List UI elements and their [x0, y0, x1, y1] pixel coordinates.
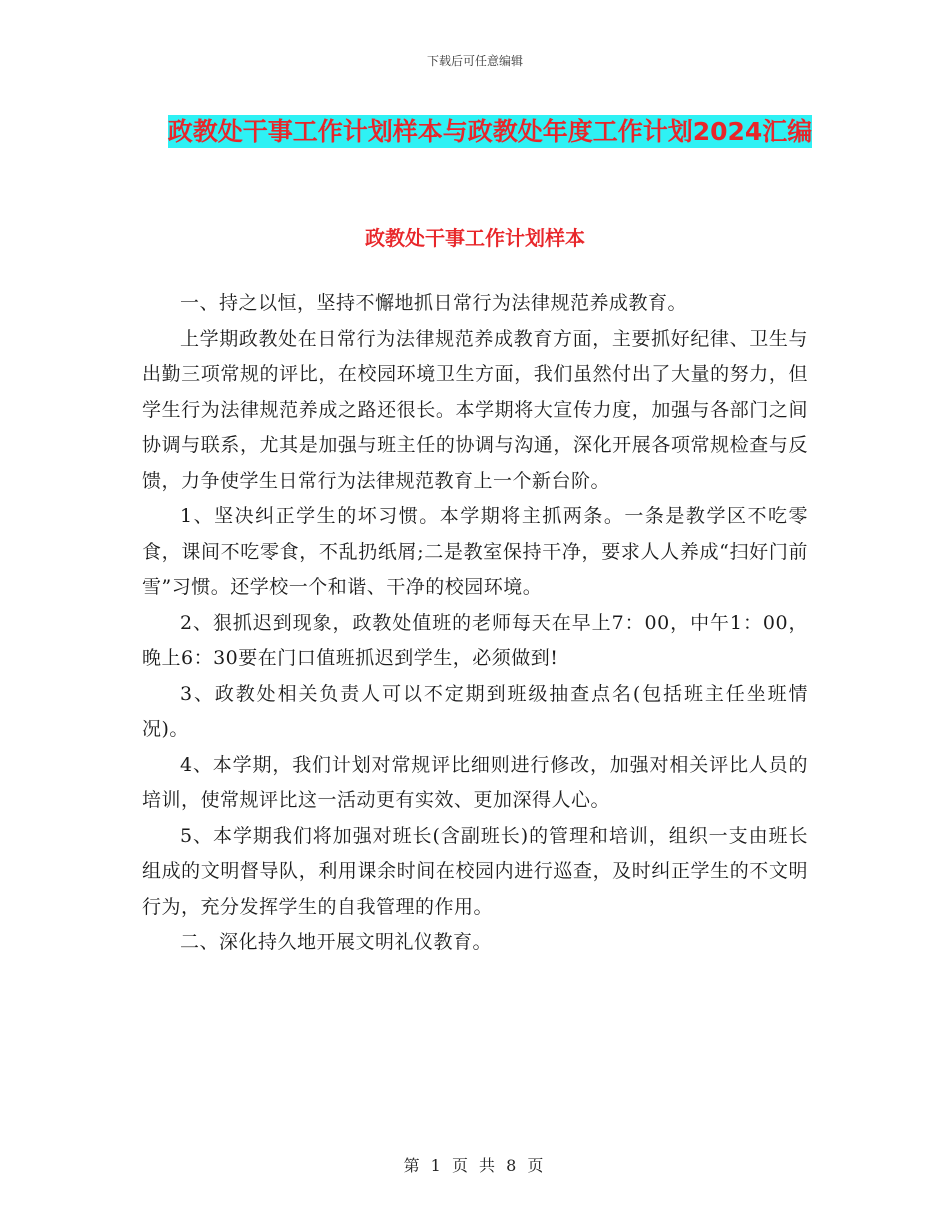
paragraph: 一、持之以恒，坚持不懈地抓日常行为法律规范养成教育。	[180, 292, 688, 314]
section-title: 政教处干事工作计划样本	[365, 226, 585, 250]
paragraph: 二、深化持久地开展文明礼仪教育。	[180, 931, 493, 953]
paragraph: 2、狠抓迟到现象，政教处值班的老师每天在早上7：00，中午1：00，晚上6：30要在门口值班抓迟到学生，必须做到!	[142, 611, 808, 669]
page-header-note: 下载后可任意编辑	[426, 54, 523, 68]
paragraph: 1、坚决纠正学生的坏习惯。本学期将主抓两条。一条是教学区不吃零食，课间不吃零食，不乱扔纸屑;二是教室保持干净，要求人人养成“扫好门前雪”习惯。还学校一个和谐、干净的校园环境。	[142, 505, 808, 598]
document-title-text: 政教处干事工作计划样本与政教处年度工作计划2024汇编	[167, 117, 813, 146]
paragraph: 5、本学期我们将加强对班长(含副班长)的管理和培训，组织一支由班长组成的文明督导队，利用课余时间在校园内进行巡查，及时纠正学生的不文明行为，充分发挥学生的自我管理的作用。	[142, 824, 808, 918]
paragraph: 4、本学期，我们计划对常规评比细则进行修改，加强对相关评比人员的培训，使常规评比这一活动更有实效、更加深得人心。	[142, 753, 808, 811]
paragraph: 3、政教处相关负责人可以不定期到班级抽查点名(包括班主任坐班情况)。	[142, 682, 808, 740]
page-number: 第 1 页 共 8 页	[403, 1156, 547, 1175]
document-body	[142, 286, 808, 961]
paragraph: 上学期政教处在日常行为法律规范养成教育方面，主要抓好纪律、卫生与出勤三项常规的评比，在校园环境卫生方面，我们虽然付出了大量的努力，但学生行为法律规范养成之路还很长。本学期将大宣传力度，加强与各部门之间协调与联系，尤其是加强与班主任的协调与沟通，深化开展各项常规检查与反馈，力争使学生日常行为法律规范教育上一个新台阶。	[142, 327, 808, 492]
document-title	[140, 110, 840, 154]
